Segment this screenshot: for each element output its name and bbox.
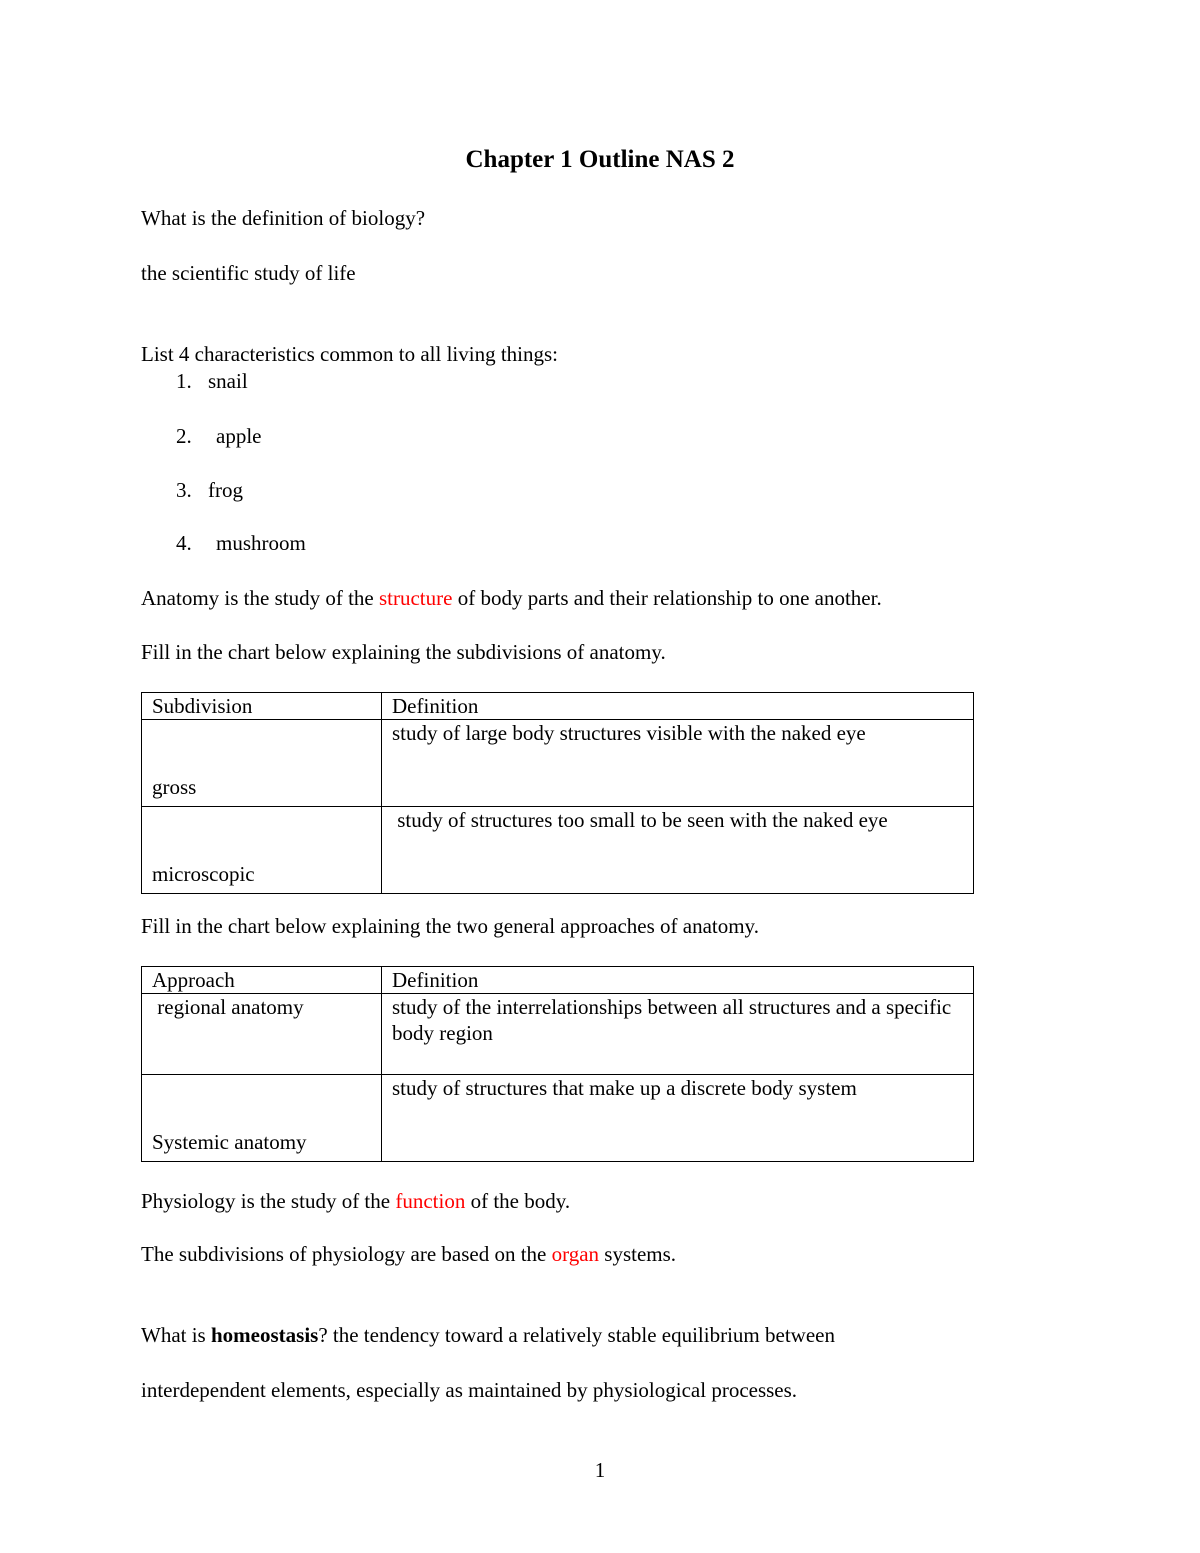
- answer-function: function: [395, 1189, 466, 1213]
- sentence-text: What is: [141, 1323, 211, 1347]
- table-cell-term: Systemic anatomy: [142, 1075, 382, 1162]
- list-item: [176, 531, 306, 556]
- approaches-table: [141, 966, 974, 1162]
- table-row: [142, 994, 974, 1075]
- answer-organ: organ: [551, 1242, 600, 1266]
- page-title: Chapter 1 Outline NAS 2: [465, 146, 735, 173]
- subdivisions-table: [141, 692, 974, 894]
- physiology-sentence: [141, 1189, 570, 1214]
- table-cell-definition: study of structures too small to be seen with the naked eye: [382, 807, 974, 894]
- homeostasis-answer-line2: interdependent elements, especially as maintained by physiological processes.: [141, 1378, 798, 1402]
- list-number: 2.: [176, 424, 192, 448]
- table-header-row: [142, 967, 974, 994]
- subdivisions-sentence: [141, 1242, 676, 1267]
- homeostasis-term: homeostasis: [210, 1323, 319, 1347]
- sentence-text: of the body.: [465, 1189, 571, 1213]
- list-text: apple: [216, 424, 262, 448]
- table-cell-definition: study of large body structures visible with the naked eye: [382, 720, 974, 807]
- answer-structure: structure: [378, 586, 453, 610]
- question-definition: What is the definition of biology?: [141, 206, 426, 230]
- list-text: frog: [208, 478, 243, 502]
- list-item: [176, 478, 243, 503]
- list-text: snail: [208, 369, 248, 393]
- sentence-text: The subdivisions of physiology are based on the: [141, 1242, 552, 1266]
- list-number: 1.: [176, 369, 192, 393]
- page-number: 1: [594, 1458, 606, 1482]
- chart2-prompt: Fill in the chart below explaining the two general approaches of anatomy.: [141, 914, 759, 938]
- table-cell-term: gross: [142, 720, 382, 807]
- chart1-prompt: Fill in the chart below explaining the subdivisions of anatomy.: [141, 640, 666, 664]
- list-number: 4.: [176, 531, 192, 555]
- table-header-row: [142, 693, 974, 720]
- anatomy-sentence: [141, 586, 882, 611]
- list-item: [176, 369, 248, 394]
- sentence-text: of body parts and their relationship to one another.: [452, 586, 882, 610]
- sentence-text: Physiology is the study of the: [141, 1189, 396, 1213]
- table-cell-term: microscopic: [142, 807, 382, 894]
- table-header-cell: Definition: [382, 967, 974, 994]
- list-number: 3.: [176, 478, 192, 502]
- list-item: [176, 424, 261, 449]
- table-cell-definition: study of structures that make up a discrete body system: [382, 1075, 974, 1162]
- homeostasis-question: [141, 1323, 835, 1348]
- question-characteristics: List 4 characteristics common to all living things:: [141, 342, 559, 366]
- sentence-text: systems.: [599, 1242, 677, 1266]
- sentence-text: ? the tendency toward a relatively stable equilibrium between: [318, 1323, 835, 1347]
- table-header-cell: Definition: [382, 693, 974, 720]
- list-text: mushroom: [216, 531, 306, 555]
- sentence-text: Anatomy is the study of the: [141, 586, 379, 610]
- table-header-cell: Subdivision: [142, 693, 382, 720]
- table-row: [142, 720, 974, 807]
- table-row: [142, 1075, 974, 1162]
- table-cell-term: regional anatomy: [142, 994, 382, 1075]
- answer-definition: the scientific study of life: [141, 261, 356, 285]
- table-cell-definition: study of the interrelationships between all structures and a specific body region: [382, 994, 974, 1075]
- table-header-cell: Approach: [142, 967, 382, 994]
- table-row: [142, 807, 974, 894]
